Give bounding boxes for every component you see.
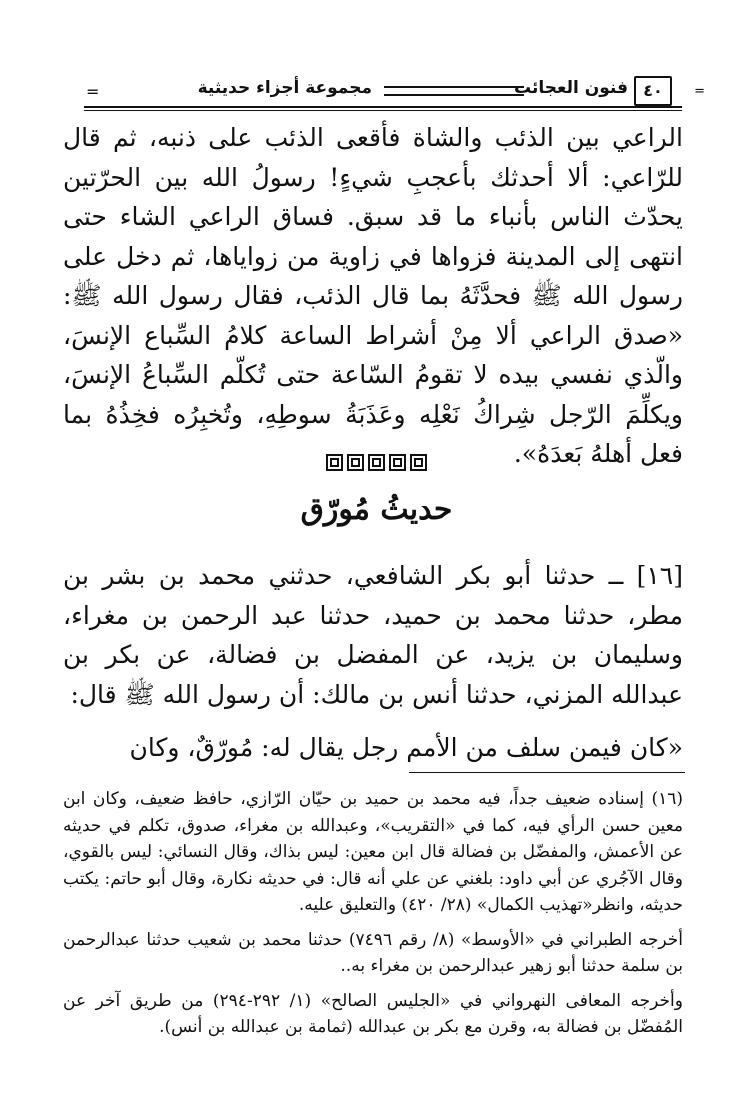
footnote: أخرجه الطبراني في «الأوسط» (٨/ رقم ٧٤٩٦) حدثنا محمد بن شعيب حدثنا عبدالرحمن بن سلمة حدثنا أبو زهير عبدالرحمن بن مغراء به.. [63, 929, 683, 976]
separator-square [347, 454, 364, 471]
separator-square [389, 454, 406, 471]
section-title: حديثُ مُورّق [300, 492, 453, 527]
footnote: (١٦) إسناده ضعيف جداً، فيه محمد بن حميد بن حيّان الرّازي، حافظ ضعيف، وكان ابن معين حسن الرأي فيه، كما في «التقريب»، وعبدالله بن مغراء، صدوق، تكلم في حديثه عن الأعمش، والمفضّل بن فضالة قال ابن معين: ليس بذاك، وقال النسائي: ليس بالقوي، وقال الآجُري عن أبي داود: بلغني عن علي أنه قال: في حديثه نكارة، وقال أبو حاتم: يكتب حديثه، وانظر«تهذيب الكمال» (٢٨/ ٤٢٠) والتعليق عليه. [63, 789, 683, 915]
footnote: وأخرجه المعافى النهرواني في «الجليس الصالح» (١/ ٢٩٢-٢٩٤) من طريق آخر عن المُفضّل بن فضالة به، وقرن مع بكر بن عبدالله (ثمامة بن عبدالله بن أنس). [63, 990, 683, 1037]
section-separator [0, 454, 753, 475]
page-number: ٤٠ [634, 76, 672, 106]
header-ornament-left: = [86, 82, 99, 101]
footnote-rule [409, 772, 685, 773]
book-title: فنون العجائب [514, 78, 628, 98]
hadith-text [63, 556, 683, 768]
header-ornament-right: = [694, 84, 704, 99]
body-text [63, 118, 683, 474]
header-rule-thin [84, 110, 682, 111]
footnotes [63, 786, 683, 1049]
paragraph: الراعي بين الذئب والشاة فأقعى الذئب على ذنبه، ثم قال للرّاعي: ألا أحدثك بأعجبِ شيءٍ! رسولُ الله بين الحرّتين يحدّث الناس بأنباء ما قد سبق. فساق الراعي الشاء حتى انتهى إلى المدينة فزواها في زاوية من زواياها، ثم دخل على رسول الله ﷺ فحدَّثَهُ بما قال الذئب، فقال رسول الله ﷺ: «صدق الراعي ألا مِنْ أشراط الساعة كلامُ السِّباع الإنسَ، والّذي نفسي بيده لا تقومُ السّاعة حتى تُكلّم السِّباعُ الإنسَ، ويكلِّمَ الرّجل شِراكُ نَعْلِه وعَذَبَةُ سوطِهِ، وتُخبِرُه فخِذُهُ بما فعل أهلهُ بَعدَهُ». [63, 123, 683, 468]
separator-square [410, 454, 427, 471]
separator-square [368, 454, 385, 471]
hadith-matn-start: «كان فيمن سلف من الأمم رجل يقال له: مُورّقٌ، وكان [129, 733, 683, 762]
hadith-isnad: [١٦] ــ حدثنا أبو بكر الشافعي، حدثني محمد بن بشر بن مطر، حدثنا محمد بن حميد، حدثنا عبد الرحمن بن مغراء، وسليمان بن يزيد، عن المفضل بن فضالة، عن بكر بن عبدالله المزني، حدثنا أنس بن مالك: أن رسول الله ﷺ قال: [63, 561, 683, 709]
running-header [84, 70, 704, 112]
header-rule [84, 106, 682, 108]
separator-square [326, 454, 343, 471]
header-divider [384, 86, 524, 96]
series-title: مجموعة أجزاء حديثية [197, 78, 372, 98]
